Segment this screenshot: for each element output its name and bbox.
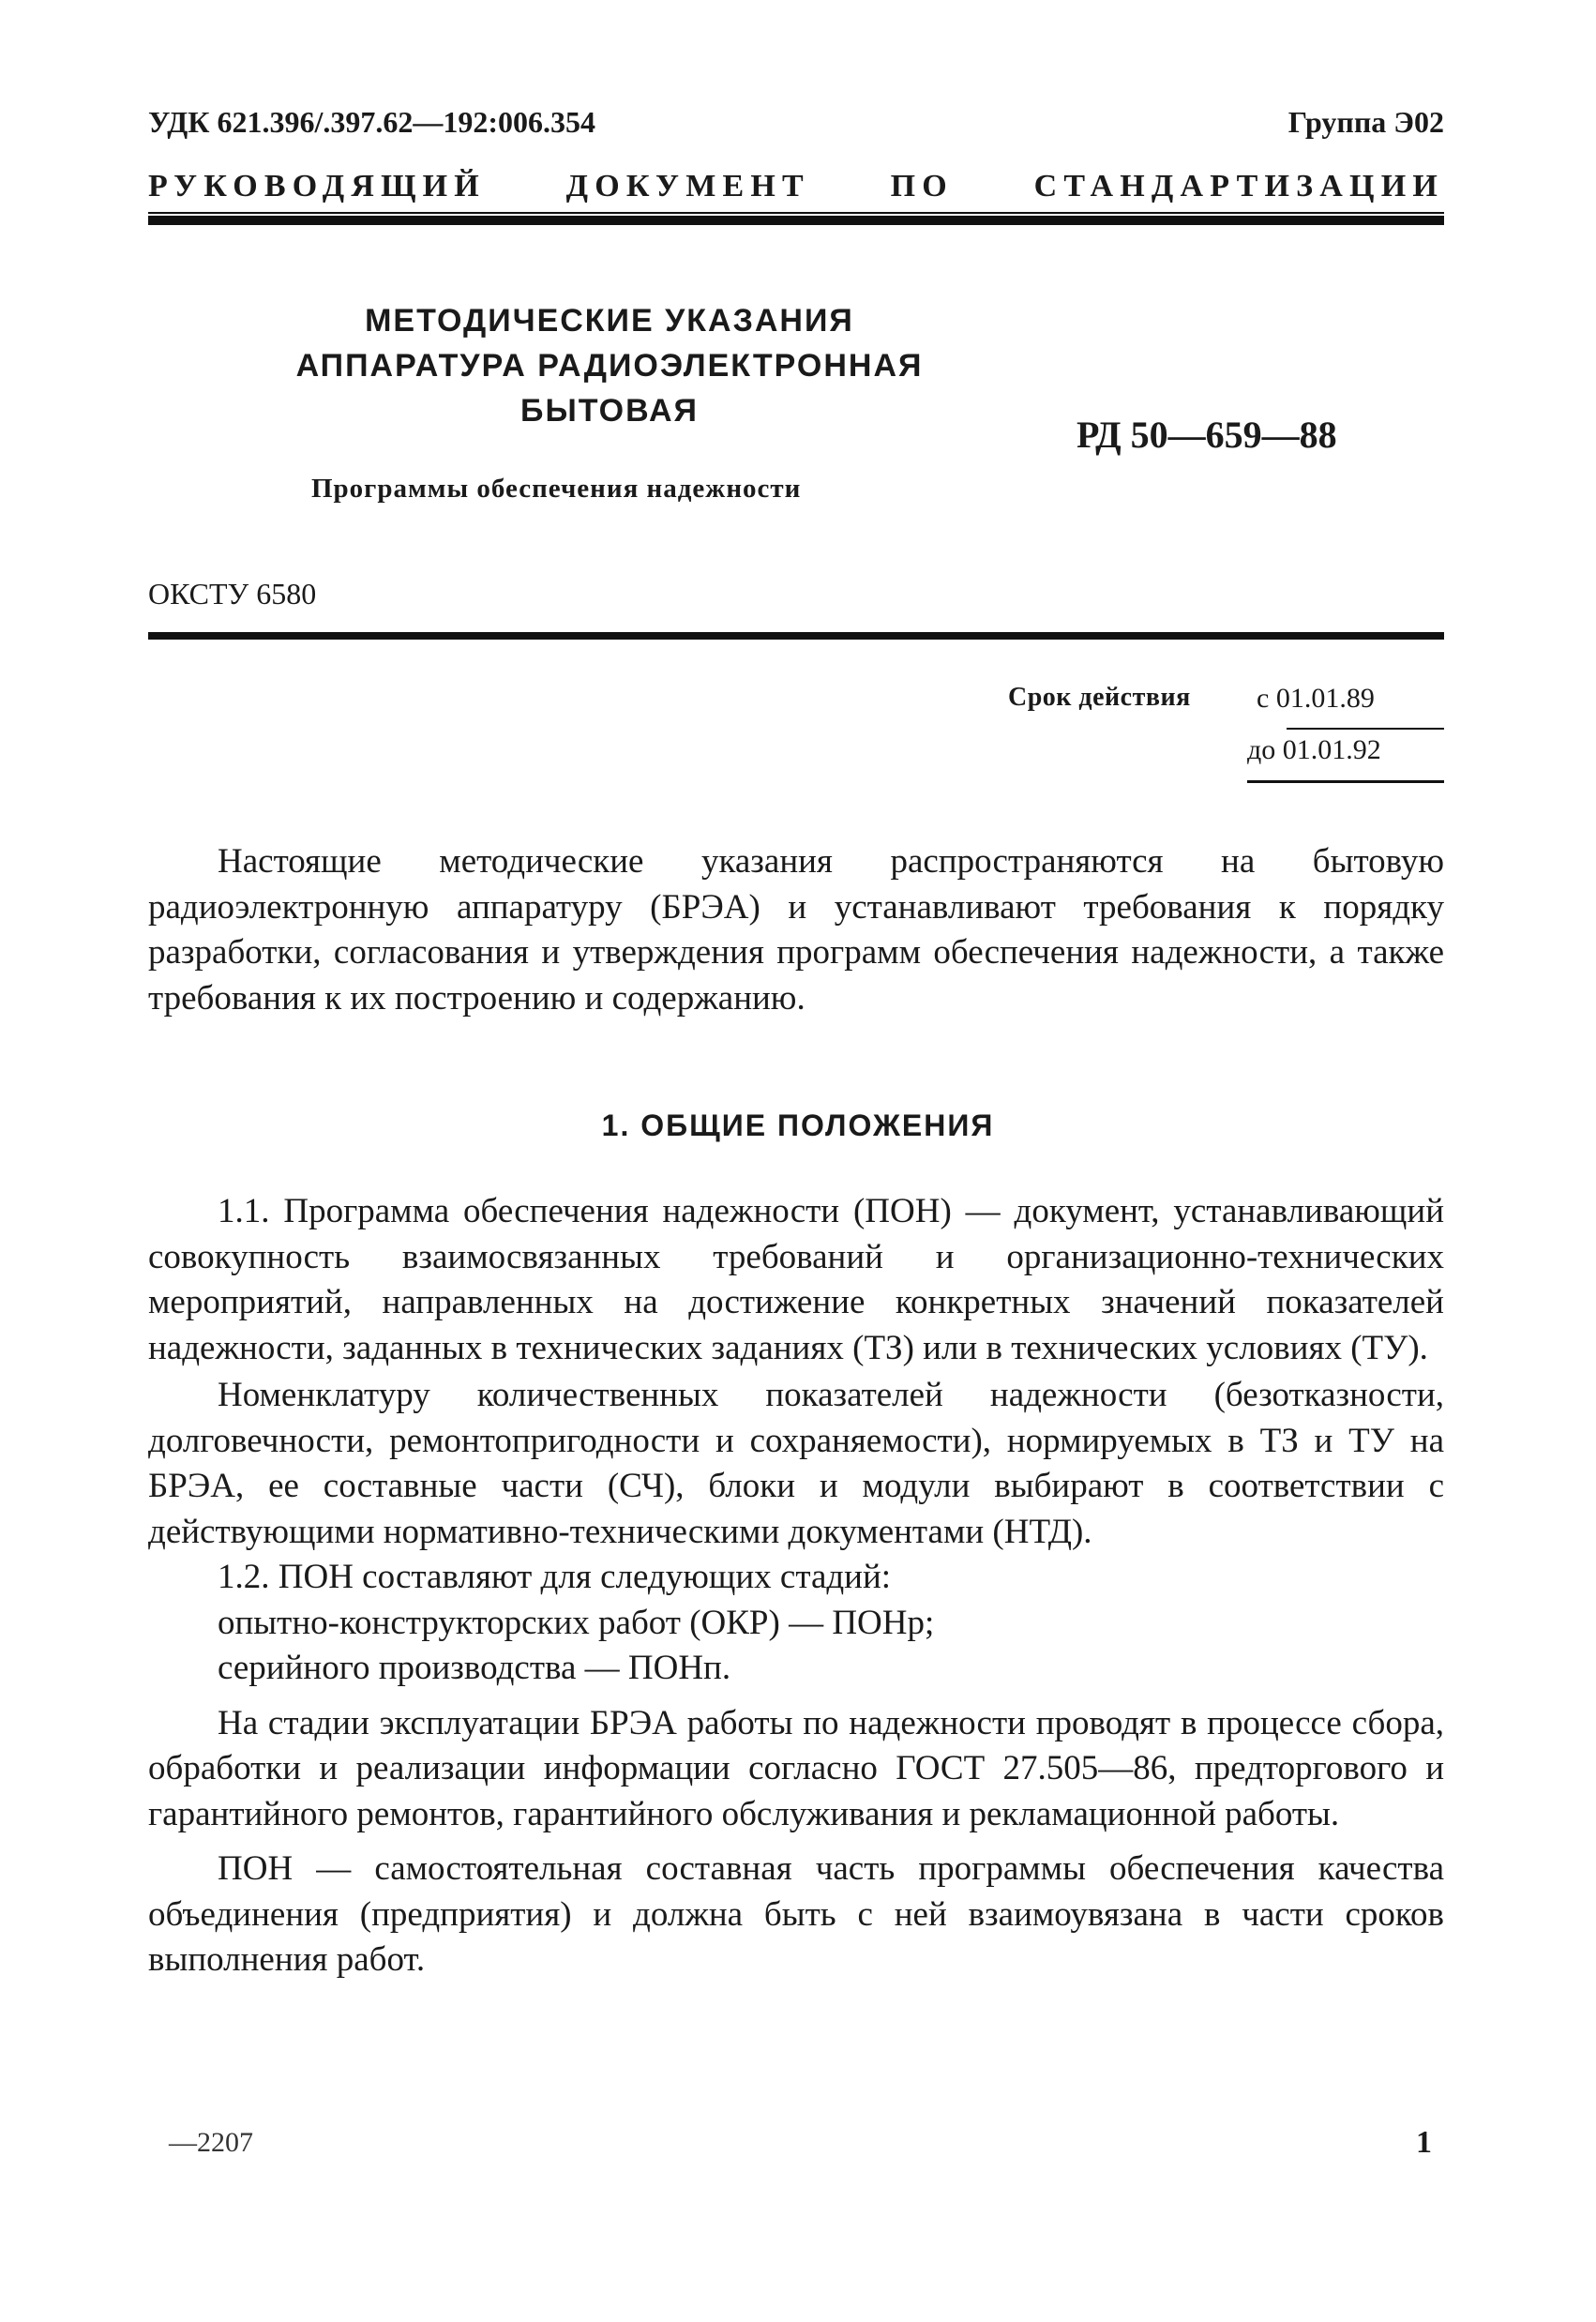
validity-to: до 01.01.92 <box>1247 734 1381 765</box>
stage-serial: серийного производства — ПОНп. <box>218 1649 731 1687</box>
page-number: 1 <box>1416 2125 1432 2160</box>
validity-from-rule <box>1287 728 1444 730</box>
document-type-banner: РУКОВОДЯЩИЙ ДОКУМЕНТ ПО СТАНДАРТИЗАЦИИ <box>148 169 1444 204</box>
validity-from: с 01.01.89 <box>1257 683 1375 714</box>
document-subtitle: Программы обеспечения надежности <box>311 474 802 504</box>
okstu-code: ОКСТУ 6580 <box>148 577 317 611</box>
document-code: РД 50—659—88 <box>1077 414 1337 456</box>
paragraph-pon-quality: ПОН — самостоятельная составная часть программы обеспечения качества объединения (предприятия) и должна быть с ней взаимоувязана в части сроков выполнения работ. <box>148 1849 1444 1979</box>
stage-okr: опытно-конструкторских работ (ОКР) — ПОНр; <box>218 1603 935 1642</box>
validity-label: Срок действия <box>1008 683 1191 712</box>
intro-text: Настоящие методические указания распространяются на бытовую радиоэлектронную аппаратуру (БРЭА) и устанавливают требования к порядку разработки, согласования и утверждения программ обеспечения надежности, а также требования к их построению и содержанию. <box>148 842 1444 1018</box>
title-rule <box>148 632 1444 640</box>
udk-code: УДК 621.396/.397.62—192:006.354 <box>148 105 596 139</box>
footer-order-number: —2207 <box>169 2127 253 2158</box>
header-rule-thin <box>148 212 1444 214</box>
group-code: Группа Э02 <box>1287 105 1444 139</box>
intro-paragraph <box>148 839 1444 1021</box>
title-line-2: АППАРАТУРА РАДИОЭЛЕКТРОННАЯ <box>295 348 924 384</box>
paragraph-1-1: 1.1. Программа обеспечения надежности (ПОН) — документ, устанавливающий совокупность взаимосвязанных требований и организационно-технических мероприятий, направленных на достижение конкретных значений показателей надежности, заданных в технических заданиях (ТЗ) или в технических условиях (ТУ). <box>148 1192 1444 1367</box>
document-title <box>253 298 966 433</box>
paragraph-exploitation: На стадии эксплуатации БРЭА работы по надежности проводят в процессе сбора, обработки и реализации информации согласно ГОСТ 27.505—86, предторгового и гарантийного ремонтов, гарантийного обслуживания и рекламационной работы. <box>148 1703 1444 1833</box>
paragraph-nomenclature: Номенклатуру количественных показателей надежности (безотказности, долговечности, ремонтопригодности и сохраняемости), нормируемых в ТЗ и ТУ на БРЭА, ее составные части (СЧ), блоки и модули выбирают в соответствии с действующими нормативно-техническими документами (НТД). <box>148 1376 1444 1551</box>
title-line-3: БЫТОВАЯ <box>520 393 699 429</box>
validity-to-rule <box>1247 780 1444 783</box>
header-rule <box>148 216 1444 225</box>
title-line-1: МЕТОДИЧЕСКИЕ УКАЗАНИЯ <box>365 303 854 339</box>
paragraph-1-2: 1.2. ПОН составляют для следующих стадий: <box>218 1558 892 1596</box>
section-body <box>148 1189 1444 1983</box>
section-heading: 1. ОБЩИЕ ПОЛОЖЕНИЯ <box>601 1108 995 1142</box>
